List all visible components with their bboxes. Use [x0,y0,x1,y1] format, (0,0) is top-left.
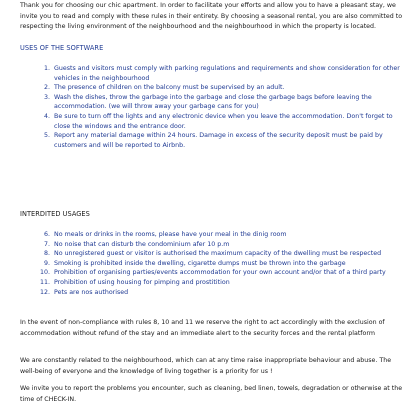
list-item: 12. Pets are nos authorised [39,288,129,296]
prohibited-list [20,230,404,297]
list-item: 10. Prohibition of organising parties/events accommodation for your own account and/or that of a third party [39,269,386,277]
list-item: 2. The presence of children on the balcony must be supervised by an adult. [43,84,285,92]
list-item: 3. Wash the dishes, throw the garbage into the garbage and close the garbage bags before leaving the accommodation. (we will throw away your garbage cans for you) [43,93,372,111]
report-problems-paragraph: We invite you to report the problems you encounter, such as cleaning, bed linen, towels, degradation or otherwise at the time of CHECK-IN. [20,385,403,403]
list-item: 1. Guests and visitors must comply with parking regulations and requirements and show consideration for other vehicles in the neighbourhood [43,65,400,82]
list-item: 7. No noise that can disturb the condominium afer 10 p.m [43,240,230,248]
list-item: 6. No meals or drinks in the rooms, please have your meal in the dinig room [43,231,287,238]
intro-paragraph: Thank you for choosing our chic apartment. In order to facilitate your efforts and allow you to have a pleasant stay, we invite you to read and comply with these rules in their entirety. By choosing a seasonal rental, you are also committed to respecting the living environment of the neighbourhood and the neighbourhood in which the property is located. [20,2,403,30]
uses-heading: USES OF THE SOFTWARE [20,44,104,52]
non-compliance-paragraph: In the event of non-compliance with rules 8, 10 and 11 we reserve the right to act accordingly with the exclusion of accommodation without refund of the stay and an immediate alert to the security forces and the rental platform [20,319,385,337]
list-item: 5. Report any material damage within 24 hours. Damage in excess of the security deposit must be paid by customers and will be reported to Airbnb. [43,132,383,149]
prohibited-heading: INTERDITED USAGES [20,210,90,218]
neighbourhood-paragraph: We are constantly related to the neighbourhood, which can at any time raise inappropriate behaviour and abuse. The well-being of everyone and the knowledge of living together is a priority for us ! [20,357,392,375]
uses-list [20,64,404,150]
list-item: 8. No unregistered guest or visitor is authorised the maximum capacity of the dwelling must be respected [43,250,382,258]
list-item: 11. Prohibition of using housing for pimping and prostitition [39,278,230,286]
list-item: 9. Smoking is prohibited inside the dwelling, cigarette dumps must be thrown into the garbage [43,259,346,267]
list-item: 4. Be sure to turn off the lights and any electronic device when you leave the accommodation. Don't forget to close the windows and the entrance door. [43,112,393,130]
